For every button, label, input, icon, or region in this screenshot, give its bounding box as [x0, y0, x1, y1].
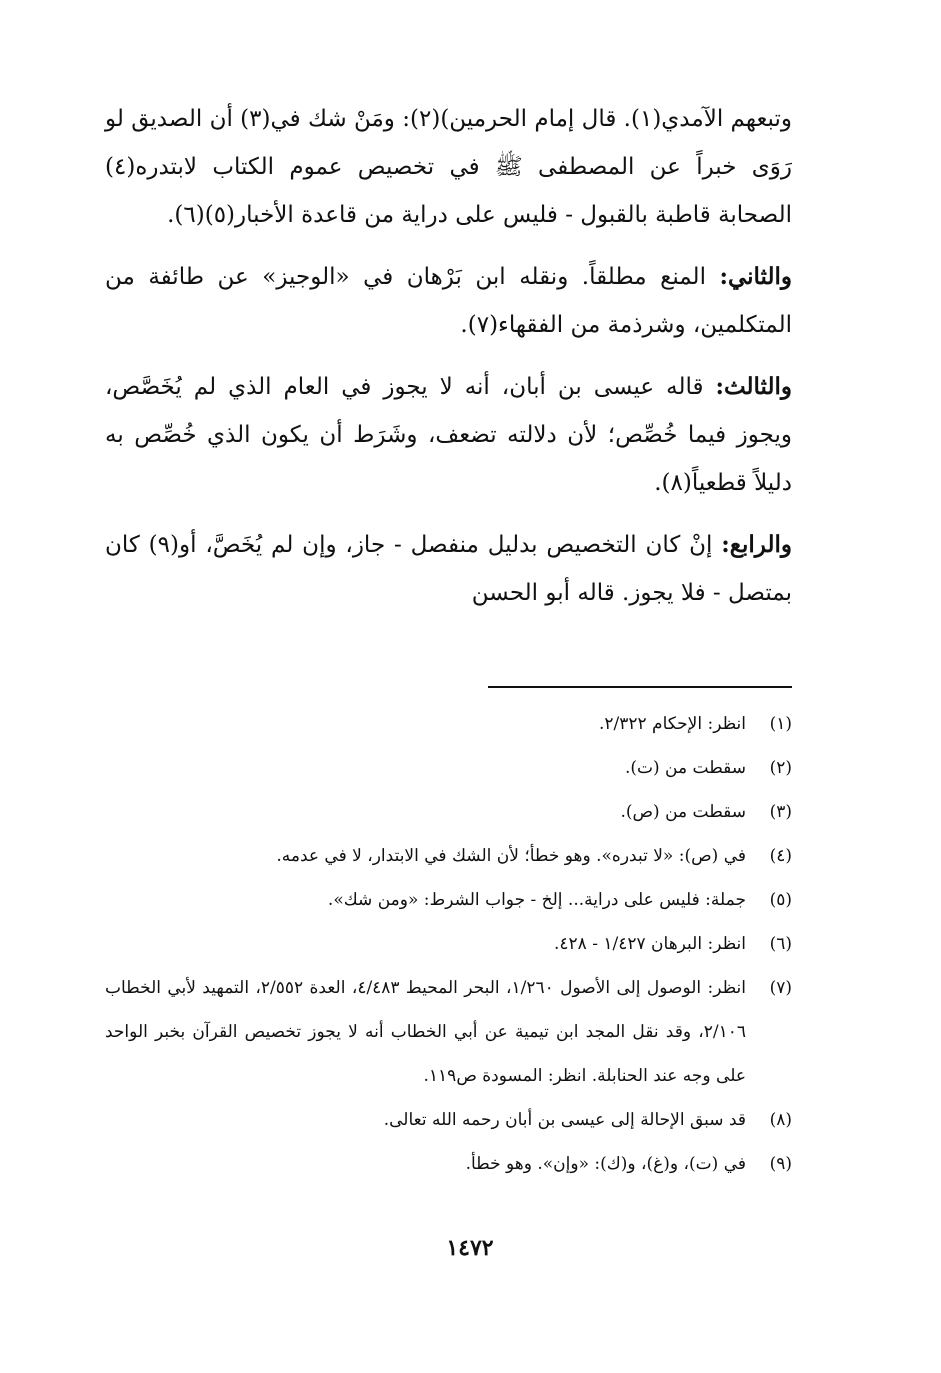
footnote-number: (٧) — [769, 978, 792, 998]
footnote-text: في (ت)، و(غ)، و(ك): «وإن». وهو خطأ. — [465, 1154, 746, 1174]
paragraph-lead: والرابع: — [721, 531, 792, 558]
paragraph-third-view — [105, 363, 792, 507]
footnote-item — [105, 966, 792, 1098]
footnote-text: في (ص): «لا تبدره». وهو خطأ؛ لأن الشك في الابتدار، لا في عدمه. — [276, 846, 746, 866]
footnote-item — [105, 922, 792, 966]
main-text — [105, 95, 792, 631]
footnote-item — [105, 1142, 792, 1186]
paragraph-text: قاله عيسى بن أبان، أنه لا يجوز في العام الذي لم يُخَصَّص، ويجوز فيما خُصِّص؛ لأن دلالته تضعف، وشَرَط أن يكون الذي خُصِّص به دليلاً قطعياً(٨). — [105, 374, 792, 496]
footnote-text: سقطت من (ص). — [620, 802, 746, 822]
footnotes-list — [105, 702, 792, 1186]
footnote-item — [105, 1098, 792, 1142]
footnote-divider — [488, 686, 792, 688]
footnote-number: (٩) — [769, 1154, 792, 1174]
page-number: ١٤٧٢ — [446, 1235, 494, 1261]
paragraph-second-view — [105, 253, 792, 349]
paragraph-text: إنْ كان التخصيص بدليل منفصل - جاز، وإن لم يُخَصَّ، أو(٩) كان بمتصل - فلا يجوز. قاله أبو الحسن — [105, 532, 792, 606]
paragraph-text: وتبعهم الآمدي(١). قال إمام الحرمين)(٢): ومَنْ شك في(٣) أن الصديق لو رَوَى خبراً عن المصطفى ﷺ في تخصيص عموم الكتاب لابتدره(٤) الصحابة قاطبة بالقبول - فليس على دراية من قاعدة الأخبار(٥)(٦). — [105, 106, 792, 228]
footnote-item — [105, 834, 792, 878]
footnote-item — [105, 878, 792, 922]
footnote-number: (٢) — [769, 758, 792, 778]
footnote-text: انظر: الوصول إلى الأصول ١/٢٦٠، البحر المحيط ٤/٤٨٣، العدة ٢/٥٥٢، التمهيد لأبي الخطاب ٢/١٠٦، وقد نقل المجد ابن تيمية عن أبي الخطاب أنه لا يجوز تخصيص القرآن بخبر الواحد على وجه عند الحنابلة. انظر: المسودة ص١١٩. — [105, 978, 747, 1086]
footnote-text: انظر: البرهان ١/٤٢٧ - ٤٢٨. — [554, 934, 746, 954]
footnote-number: (٨) — [769, 1110, 792, 1130]
footnote-number: (٣) — [769, 802, 792, 822]
paragraph-intro — [105, 95, 792, 239]
footnote-text: جملة: فليس على دراية... إلخ - جواب الشرط: «ومن شك». — [327, 890, 746, 910]
footnote-text: انظر: الإحكام ٢/٣٢٢. — [598, 714, 746, 734]
footnote-number: (٦) — [769, 934, 792, 954]
footnote-text: قد سبق الإحالة إلى عيسى بن أبان رحمه الله تعالى. — [383, 1110, 746, 1130]
footnote-item — [105, 702, 792, 746]
footnote-text: سقطت من (ت). — [624, 758, 746, 778]
footnote-item — [105, 790, 792, 834]
footnote-number: (٥) — [769, 890, 792, 910]
footnote-number: (١) — [769, 714, 792, 734]
paragraph-lead: والثاني: — [719, 263, 792, 290]
paragraph-text: المنع مطلقاً. ونقله ابن بَرْهان في «الوجيز» عن طائفة من المتكلمين، وشرذمة من الفقهاء(٧). — [105, 264, 792, 338]
paragraph-fourth-view — [105, 521, 792, 617]
footnote-number: (٤) — [769, 846, 792, 866]
footnote-item — [105, 746, 792, 790]
paragraph-lead: والثالث: — [715, 373, 792, 400]
